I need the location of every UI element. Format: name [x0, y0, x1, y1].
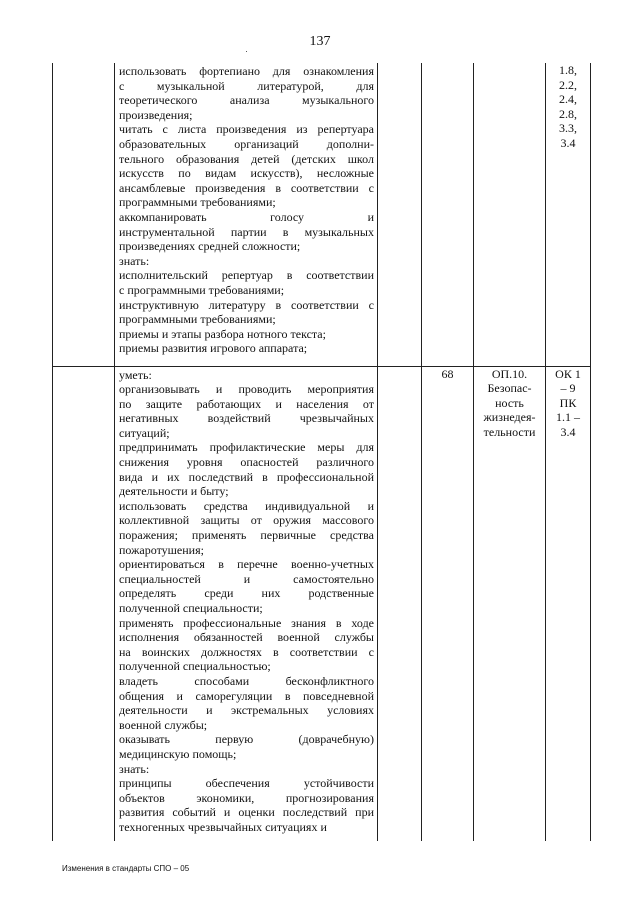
competency-line: 3.4 — [560, 424, 576, 439]
discipline-line: ность — [495, 395, 524, 410]
competency-line: ОК 1 — [555, 366, 581, 381]
description-line: приемы и этапы разбора нотного текста; — [119, 326, 326, 341]
description-line: знать: — [119, 253, 150, 268]
competency-line: – 9 — [560, 381, 576, 396]
description-line: организовывать и проводить мероприятия — [119, 382, 374, 397]
empty-cell — [378, 63, 422, 366]
curriculum-table — [52, 63, 591, 841]
description-line: пожаротушения; — [119, 542, 204, 557]
description-line: определять среди них родственные — [119, 586, 374, 601]
table-row — [53, 366, 591, 841]
competency-cell — [546, 366, 591, 841]
description-line: исполнительский репертуар в соответствии — [119, 268, 374, 283]
discipline-line: Безопас- — [487, 381, 532, 396]
table-row — [53, 63, 591, 366]
page-number: 137 — [309, 34, 331, 49]
description-line: программными требованиями; — [119, 195, 276, 210]
description-line: использовать фортепиано для ознакомления — [119, 64, 374, 78]
description-line: теоретического анализа музыкального — [119, 93, 374, 108]
competency-cell — [546, 63, 591, 366]
description-line: вида и их последствий в профессиональной — [119, 469, 374, 484]
description-line: деятельности и быту; — [119, 484, 229, 499]
description-line: техногенных чрезвычайных ситуациях и — [119, 819, 327, 834]
description-line: негативных воздействий чрезвычайных — [119, 411, 374, 426]
description-line: медицинскую помощь; — [119, 746, 237, 761]
discipline-line: тельности — [483, 424, 536, 439]
description-line: применять профессиональные знания в ходе — [119, 615, 374, 630]
index-cell — [53, 366, 115, 841]
competency-line: 1.1 – — [556, 410, 580, 425]
description-line: инструментальной партии в музыкальных — [119, 224, 374, 239]
description-line: уметь: — [119, 367, 152, 382]
description-line: инструктивную литературу в соответствии с — [119, 297, 374, 312]
competency-line: 2.4, — [559, 92, 577, 107]
description-line: программными требованиями; — [119, 312, 276, 327]
description-line: принципы обеспечения устойчивости — [119, 776, 374, 791]
description-line: владеть способами бесконфликтного — [119, 673, 374, 688]
description-line: ситуаций; — [119, 425, 170, 440]
description-line: поражения; применять первичные средства — [119, 528, 374, 543]
description-line: использовать средства индивидуальной и — [119, 498, 374, 513]
description-line: знать: — [119, 761, 150, 776]
description-line: образовательных организаций дополни- — [119, 136, 374, 151]
hours-value: 68 — [441, 366, 454, 381]
description-line: читать с листа произведения из репертуара — [119, 122, 374, 137]
description-line: деятельности и экстремальных условиях — [119, 703, 374, 718]
description-line: искусств по видам искусств), несложные — [119, 166, 374, 181]
hours-cell — [422, 63, 474, 366]
description-line: полученной специальности; — [119, 601, 263, 615]
description-line: полученной специальностью; — [119, 659, 271, 674]
description-cell — [115, 366, 378, 841]
description-line: произведениях средней сложности; — [119, 239, 301, 254]
description-line: с музыкальной литературой, для — [119, 78, 374, 93]
description-line: предпринимать профилактические меры для — [119, 440, 374, 455]
description-line: на воинских должностях в соответствии с — [119, 644, 374, 659]
discipline-line: ОП.10. — [491, 366, 528, 381]
description-line: приемы развития игрового аппарата; — [119, 341, 308, 356]
index-cell — [53, 63, 115, 366]
description-line: общения и саморегуляции в повседневной — [119, 688, 374, 703]
description-line: оказывать первую (доврачебную) — [119, 732, 374, 747]
competency-line: 1.8, — [559, 63, 577, 77]
description-line: исполнения обязанностей военной службы — [119, 630, 374, 645]
description-line: снижения уровня опасностей различного — [119, 455, 374, 470]
description-line: аккомпанировать голосу и — [119, 209, 374, 224]
competency-line: 3.4 — [560, 135, 576, 150]
competency-line: 2.2, — [559, 77, 577, 92]
description-line: тельного образования детей (детских школ — [119, 151, 374, 166]
competency-line: 2.8, — [559, 106, 577, 121]
scan-speck — [246, 51, 247, 52]
empty-cell — [378, 366, 422, 841]
discipline-cell — [474, 63, 546, 366]
description-cell — [115, 63, 378, 366]
discipline-cell — [474, 366, 546, 841]
description-line: произведения; — [119, 107, 193, 122]
discipline-line: жизнедея- — [483, 410, 536, 425]
description-line: развития событий и оценки последствий при — [119, 805, 374, 820]
competency-line: ПК — [559, 395, 577, 410]
competency-line: 3.3, — [559, 121, 577, 136]
footer-note: Изменения в стандарты СПО – 05 — [62, 864, 190, 873]
description-line: с программными требованиями; — [119, 282, 285, 297]
description-line: по защите работающих и населения от — [119, 396, 374, 411]
description-line: ориентироваться в перечне военно-учетных — [119, 557, 374, 572]
hours-cell — [422, 366, 474, 841]
description-line: военной службы; — [119, 717, 208, 732]
description-line: ансамблевые произведения в соответствии с — [119, 180, 374, 195]
description-line: специальностей и самостоятельно — [119, 571, 374, 586]
description-line: объектов экономики, прогнозирования — [119, 790, 374, 805]
description-line: коллективной защиты от оружия массового — [119, 513, 374, 528]
